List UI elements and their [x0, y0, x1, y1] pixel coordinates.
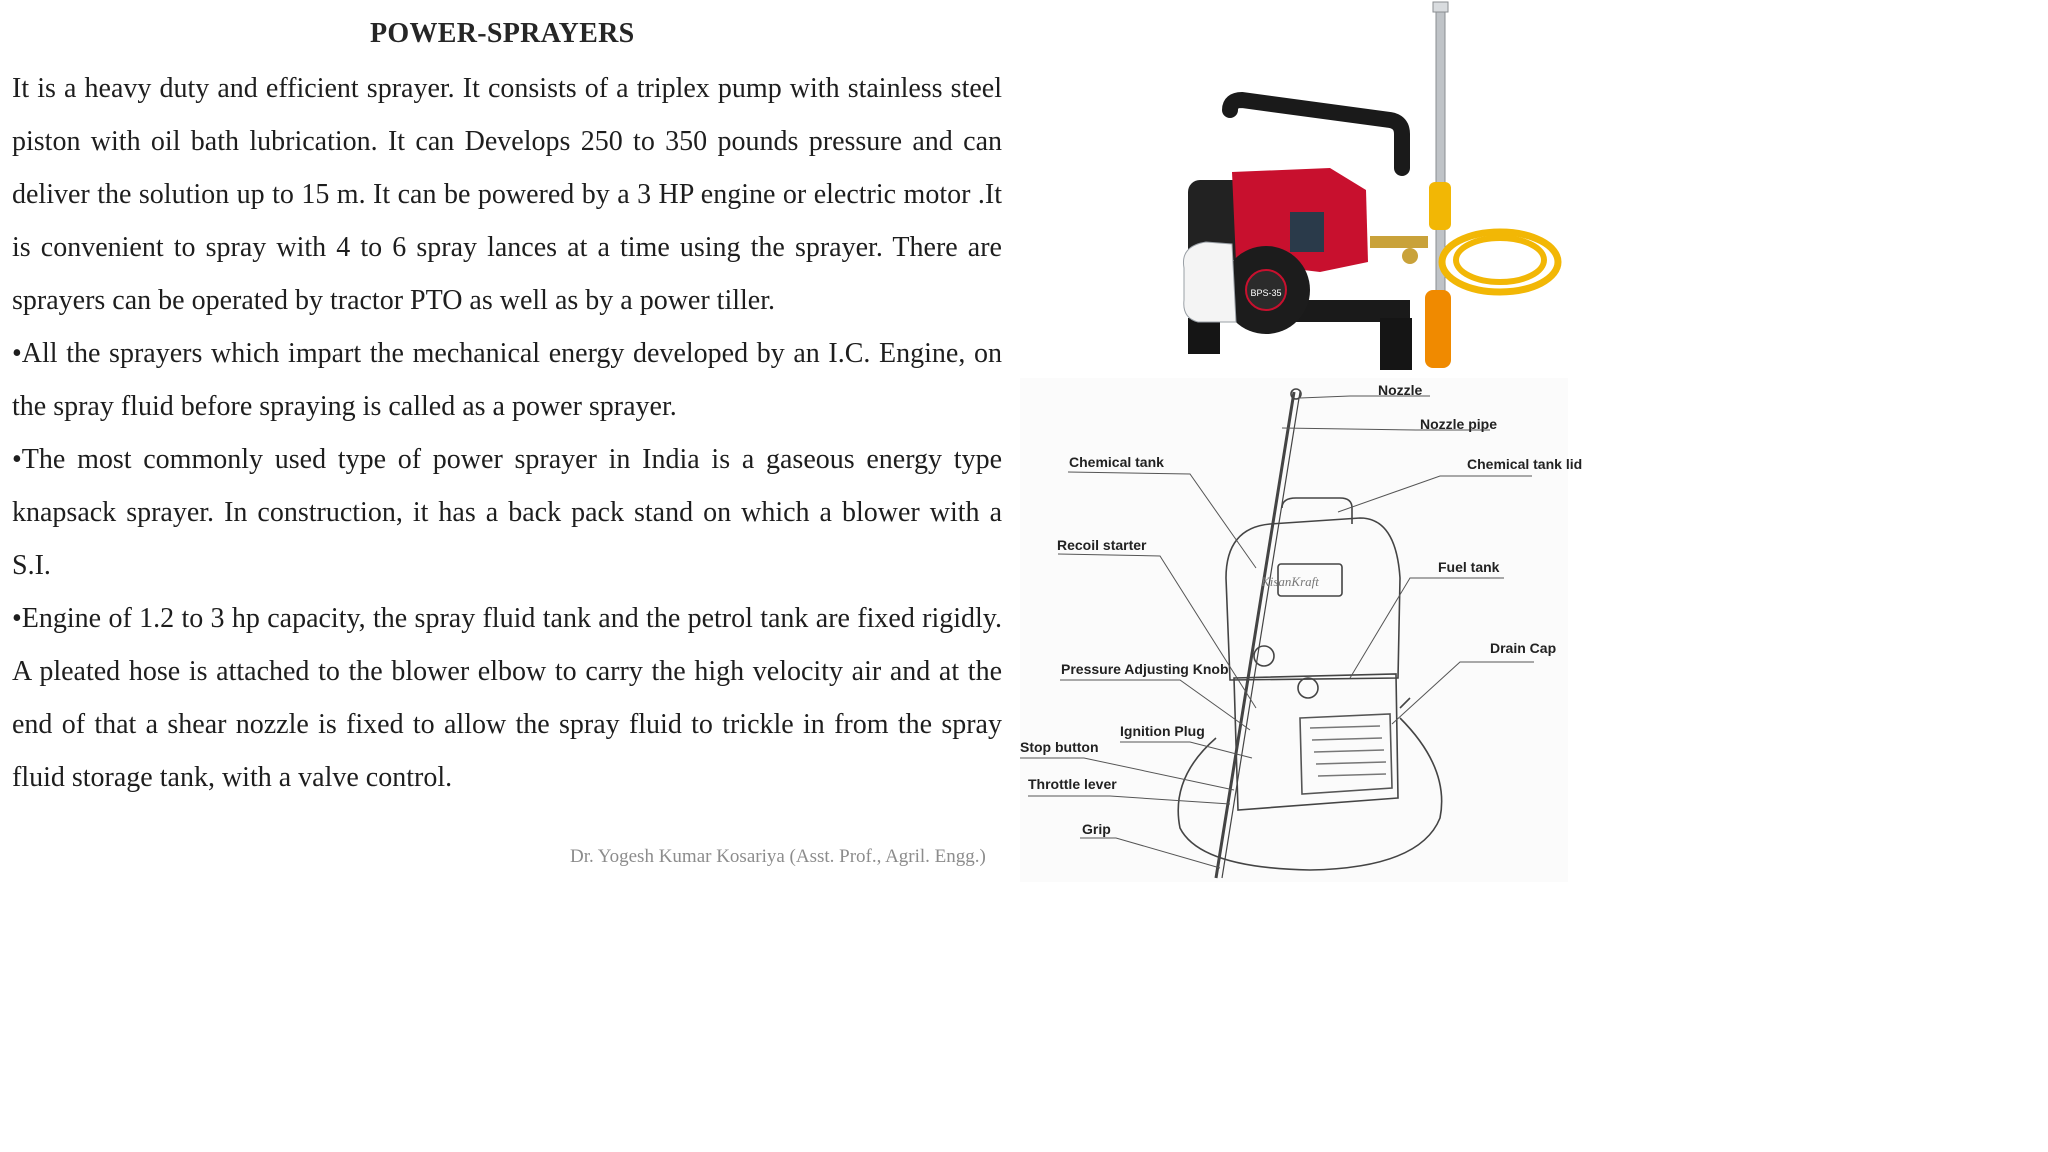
label-fuel-tank: Fuel tank: [1438, 559, 1500, 575]
label-drain-cap: Drain Cap: [1490, 640, 1557, 656]
label-nozzle-pipe: Nozzle pipe: [1420, 416, 1498, 432]
power-sprayer-photo: [1170, 0, 1568, 375]
page-title: POWER-SPRAYERS: [370, 18, 635, 49]
label-nozzle: Nozzle: [1378, 382, 1423, 398]
label-recoil-starter: Recoil starter: [1057, 537, 1147, 553]
engine-badge: BPS-35: [1250, 288, 1282, 298]
label-chemical-tank-lid: Chemical tank lid: [1467, 456, 1583, 472]
body-text: [12, 62, 1002, 804]
bullet-knapsack: •The most commonly used type of power sprayer in India is a gaseous energy type knapsack sprayer. In construction, it has a back pack stand on which a blower with a S.I.: [12, 444, 1002, 581]
bullet-definition: •All the sprayers which impart the mechanical energy developed by an I.C. Engine, on the spray fluid before spraying is called as a power sprayer.: [12, 338, 1002, 422]
label-stop-button: Stop button: [1020, 739, 1099, 755]
label-grip: Grip: [1082, 821, 1111, 837]
paragraph-intro: It is a heavy duty and efficient sprayer. It consists of a triplex pump with stainless steel piston with oil bath lubrication. It can Develops 250 to 350 pounds pressure and can deliver the solution up to 15 m. It can be powered by a 3 HP engine or electric motor .It is convenient to spray with 4 to 6 spray lances at a time using the sprayer. There are sprayers can be operated by tractor PTO as well as by a power tiller.: [12, 73, 1002, 316]
knapsack-sprayer-diagram: [1020, 378, 1583, 882]
label-pressure-adjusting-knob: Pressure Adjusting Knob: [1061, 661, 1229, 677]
diagram-brand: KisanKraft: [1261, 574, 1319, 589]
footer-author: Dr. Yogesh Kumar Kosariya (Asst. Prof., Agril. Engg.): [570, 846, 986, 867]
label-ignition-plug: Ignition Plug: [1120, 723, 1205, 739]
label-throttle-lever: Throttle lever: [1028, 776, 1117, 792]
label-chemical-tank: Chemical tank: [1069, 454, 1164, 470]
bullet-engine: •Engine of 1.2 to 3 hp capacity, the spray fluid tank and the petrol tank are fixed rigidly. A pleated hose is attached to the blower elbow to carry the high velocity air and at the end of that a shear nozzle is fixed to allow the spray fluid to trickle in from the spray fluid storage tank, with a valve control.: [12, 603, 1002, 793]
